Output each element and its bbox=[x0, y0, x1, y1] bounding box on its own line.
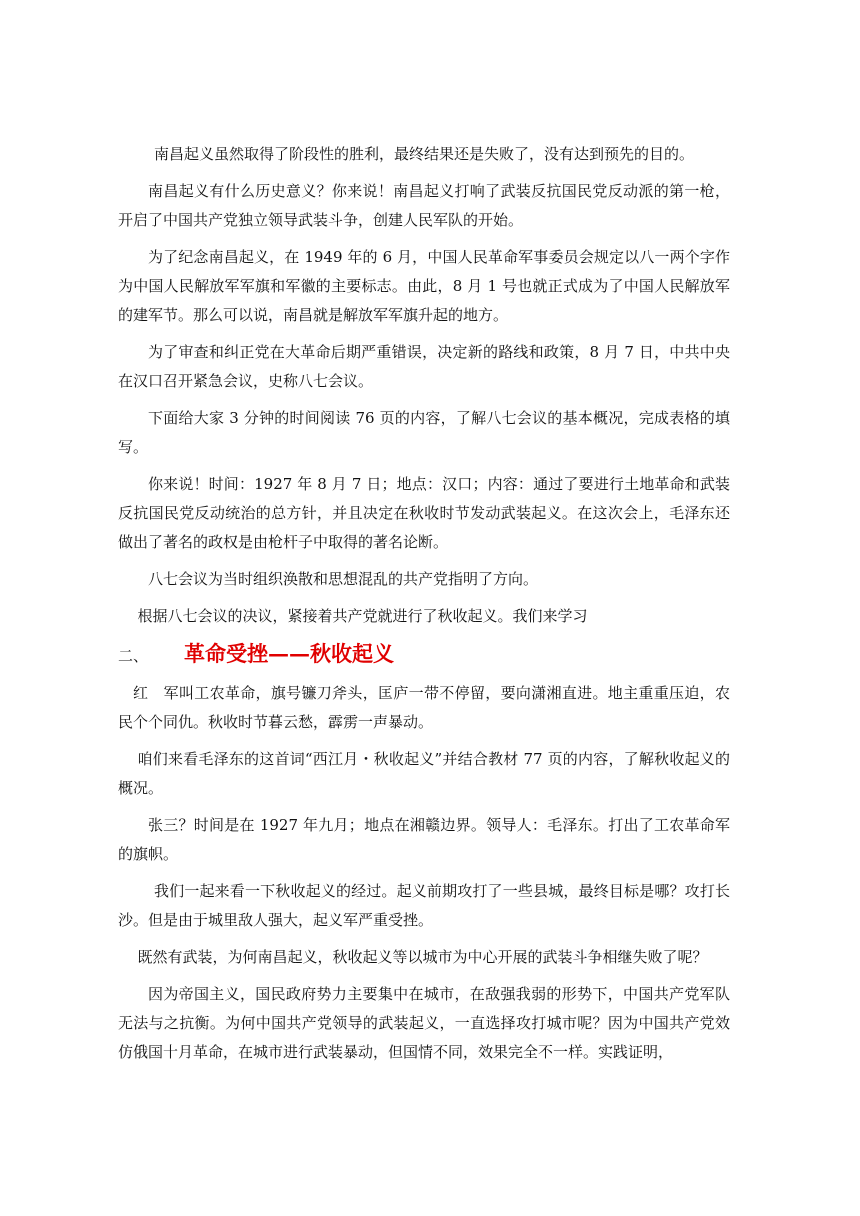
section-heading bbox=[118, 639, 730, 671]
paragraph-august-seventh: 为了审查和纠正党在大革命后期严重错误，决定新的路线和政策，8 月 7 日，中共中央在汉口召开紧急会议，史称八七会议。 bbox=[118, 343, 730, 390]
section-number: 二、 bbox=[118, 647, 149, 665]
paragraph-transition: 根据八七会议的决议，紧接着共产党就进行了秋收起义。我们来学习 bbox=[137, 607, 588, 625]
paragraph-reading-task: 下面给大家 3 分钟的时间阅读 76 页的内容，了解八七会议的基本概况，完成表格的填写。 bbox=[118, 409, 730, 456]
paragraph-reason: 因为帝国主义，国民政府势力主要集中在城市，在敌强我弱的形势下，中国共产党军队无法与之抗衡。为何中国共产党领导的武装起义，一直选择攻打城市呢？因为中国共产党效仿俄国十月革命，在城市进行武装暴动，但国情不同，效果完全不一样。实践证明， bbox=[118, 985, 730, 1061]
paragraph-nanchang-significance: 南昌起义有什么历史意义？你来说！南昌起义打响了武装反抗国民党反动派的第一枪，开启了中国共产党独立领导武装斗争，创建人民军队的开始。 bbox=[118, 182, 730, 229]
paragraph-question: 既然有武装，为何南昌起义，秋收起义等以城市为中心开展的武装斗争相继失败了呢？ bbox=[137, 948, 708, 966]
paragraph-nanchang-result: 南昌起义虽然取得了阶段性的胜利，最终结果还是失败了，没有达到预先的目的。 bbox=[154, 145, 695, 163]
paragraph-army-day: 为了纪念南昌起义，在 1949 年的 6 月，中国人民革命军事委员会规定以八一两个字作为中国人民解放军军旗和军徽的主要标志。由此，8 月 1 号也就正式成为了中国人民解放军的建军节。那么可以说，南昌就是解放军军旗升起的地方。 bbox=[118, 248, 730, 324]
section-title: 革命受挫——秋收起义 bbox=[184, 641, 394, 666]
paragraph-poem: 红 军叫工农革命，旗号镰刀斧头，匡庐一带不停留，要向潇湘直进。地主重重压迫，农民个个同仇。秋收时节暮云愁，霹雳一声暴动。 bbox=[118, 684, 730, 731]
paragraph-uprising-course: 我们一起来看一下秋收起义的经过。起义前期攻打了一些县城，最终目标是哪？攻打长沙。但是由于城里敌人强大，起义军严重受挫。 bbox=[118, 882, 730, 929]
document-body bbox=[118, 140, 730, 1075]
paragraph-meeting-details: 你来说！时间：1927 年 8 月 7 日；地点：汉口；内容：通过了要进行土地革命和武装反抗国民党反动统治的总方针，并且决定在秋收时节发动武装起义。在这次会上，毛泽东还做出了著名的政权是由枪杆子中取得的著名论断。 bbox=[118, 475, 730, 551]
paragraph-uprising-facts: 张三？时间是在 1927 年九月；地点在湘赣边界。领导人：毛泽东。打出了工农革命军的旗帜。 bbox=[118, 816, 730, 863]
paragraph-poem-intro: 咱们来看毛泽东的这首词“西江月・秋收起义”并结合教材 77 页的内容，了解秋收起义的概况。 bbox=[118, 750, 730, 797]
paragraph-meeting-direction: 八七会议为当时组织涣散和思想混乱的共产党指明了方向。 bbox=[148, 570, 539, 588]
